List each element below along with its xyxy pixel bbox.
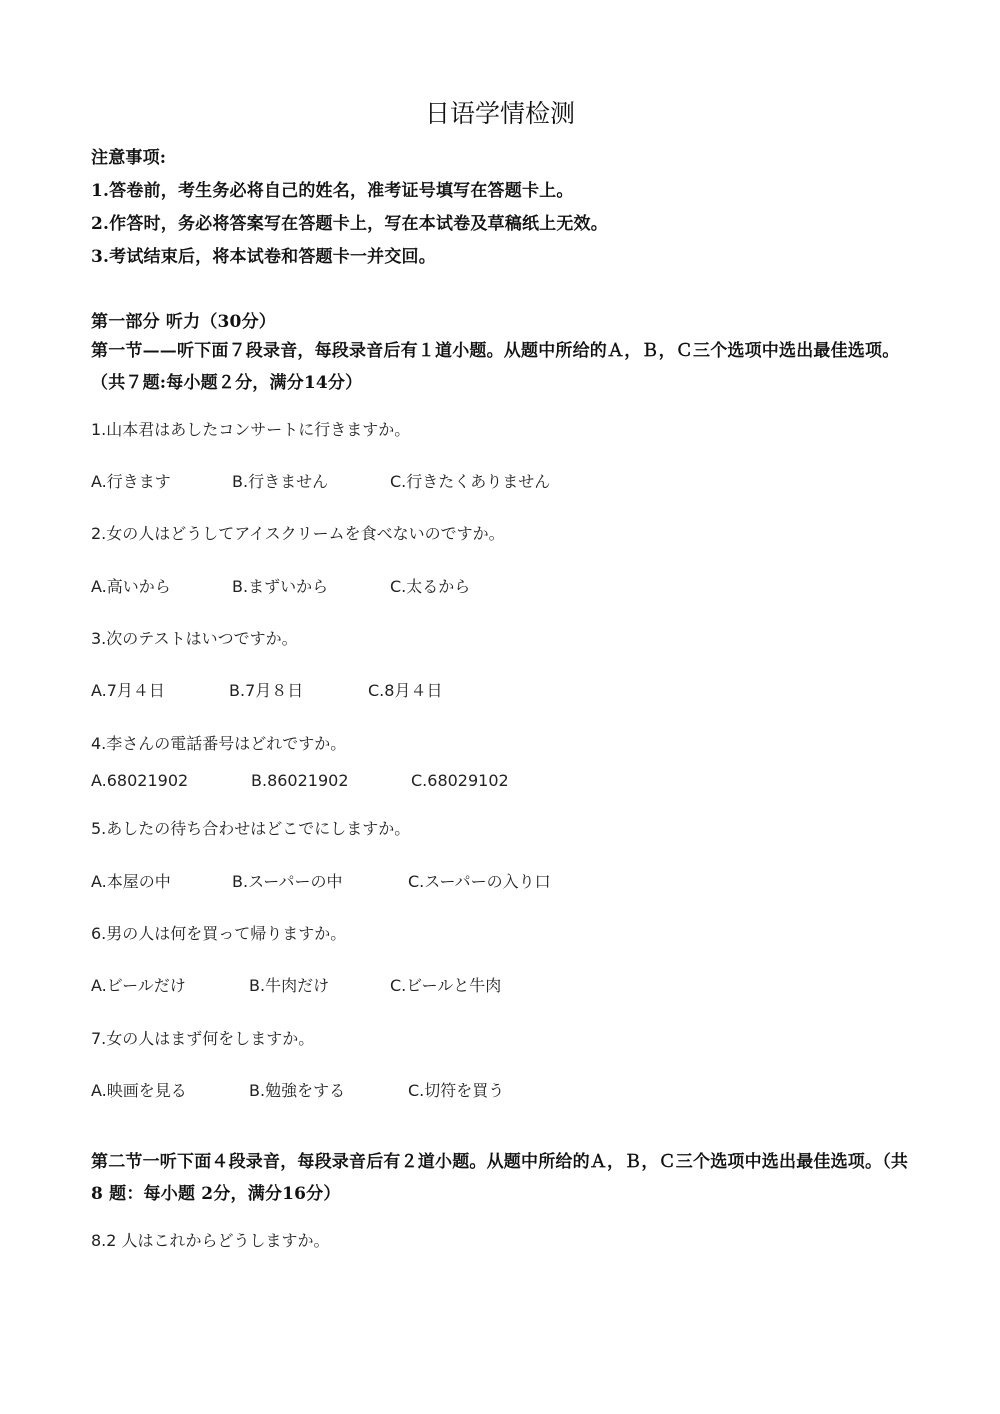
option-b: B.スーパーの中 bbox=[232, 872, 343, 891]
question-3-options bbox=[91, 678, 442, 701]
option-a: A.高いから bbox=[91, 577, 171, 596]
option-c: C.スーパーの入り口 bbox=[408, 872, 551, 891]
option-b: B.行きません bbox=[232, 472, 329, 491]
question-6: 6.男の人は何を買って帰りますか。 bbox=[91, 924, 347, 943]
option-b: B.勉強をする bbox=[249, 1081, 346, 1100]
option-c: C.ビールと牛肉 bbox=[390, 976, 502, 995]
page-title: 日语学情检测 bbox=[424, 99, 575, 128]
option-a: A.68021902 bbox=[91, 771, 189, 790]
question-1-options bbox=[91, 469, 550, 492]
option-c: C.68029102 bbox=[411, 771, 509, 790]
option-a: A.本屋の中 bbox=[91, 872, 171, 891]
option-a: A.行きます bbox=[91, 472, 171, 491]
option-b: B.86021902 bbox=[251, 771, 349, 790]
question-3: 3.次のテストはいつですか。 bbox=[91, 629, 298, 648]
question-8: 8.2 人はこれからどうしますか。 bbox=[91, 1231, 330, 1250]
option-c: C.太るから bbox=[390, 577, 471, 596]
part1-heading: 第一部分 听力（30分） bbox=[91, 312, 276, 332]
question-6-options bbox=[91, 973, 501, 996]
question-5-options bbox=[91, 869, 551, 892]
question-5: 5.あしたの待ち合わせはどこでにしますか。 bbox=[91, 819, 411, 838]
notice-heading: 注意事项: bbox=[91, 148, 167, 168]
section1-instructions: 第一节——听下面７段录音，每段录音后有１道小题。从题中所给的Ａ，Ｂ，Ｃ三个选项中选出最佳选项。（共７题:每小题２分，满分14分） bbox=[91, 341, 900, 393]
option-b: B.7月８日 bbox=[229, 681, 304, 700]
notice-item-2: 2.作答时，务必将答案写在答题卡上，写在本试卷及草稿纸上无效。 bbox=[91, 214, 608, 234]
question-2-options bbox=[91, 574, 470, 597]
question-4: 4.李さんの電話番号はどれですか。 bbox=[91, 734, 347, 753]
option-a: A.映画を見る bbox=[91, 1081, 187, 1100]
option-b: B.牛肉だけ bbox=[249, 976, 330, 995]
notice-item-1: 1.答卷前，考生务必将自己的姓名，准考证号填写在答题卡上。 bbox=[91, 181, 574, 201]
question-1: 1.山本君はあしたコンサートに行きますか。 bbox=[91, 420, 411, 439]
option-a: A.7月４日 bbox=[91, 681, 165, 700]
question-7: 7.女の人はまず何をしますか。 bbox=[91, 1029, 315, 1048]
option-c: C.行きたくありません bbox=[390, 472, 551, 491]
notice-item-3: 3.考试结束后，将本试卷和答题卡一并交回。 bbox=[91, 247, 436, 267]
question-2: 2.女の人はどうしてアイスクリームを食べないのですか。 bbox=[91, 524, 505, 543]
option-a: A.ビールだけ bbox=[91, 976, 186, 995]
question-4-options bbox=[91, 771, 509, 790]
option-c: C.切符を買う bbox=[408, 1081, 505, 1100]
section2-instructions: 第二节一听下面４段录音，每段录音后有２道小题。从题中所给的Ａ，Ｂ，Ｃ三个选项中选出最佳选项。（共 8 题：每小题 2分，满分16分） bbox=[91, 1152, 909, 1204]
question-7-options bbox=[91, 1078, 504, 1101]
option-b: B.まずいから bbox=[232, 577, 329, 596]
option-c: C.8月４日 bbox=[368, 681, 443, 700]
